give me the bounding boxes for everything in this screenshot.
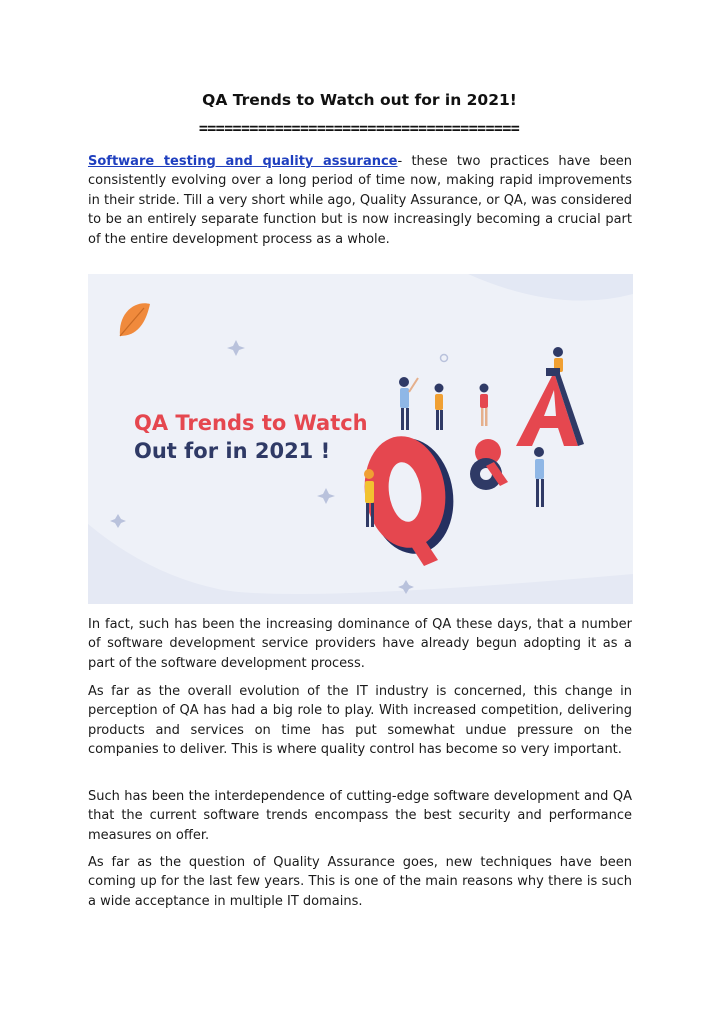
title-separator: ====================================== [198, 119, 520, 137]
qa-trends-banner [88, 274, 633, 604]
document-title: QA Trends to Watch out for in 2021! [202, 91, 517, 109]
intro-text: - these two practices have been consistently evolving over a long period of time now, making rapid improvements in their stride. Till a very short while ago, Quality Assurance, or QA, was considered to be an entirely separate function but is now increasingly becoming a crucial part of the entire development process as a whole. [88, 154, 632, 247]
body-paragraph: Such has been the interdependence of cutting-edge software development and QA that the current software trends encompass the best security and performance measures on offer. [88, 789, 632, 843]
software-testing-link[interactable]: Software testing and quality assurance [88, 154, 398, 169]
banner-heading-line1: QA Trends to Watch [134, 411, 368, 435]
intro-paragraph [88, 152, 632, 249]
banner-heading-line2: Out for in 2021 ! [134, 439, 331, 463]
body-paragraph: In fact, such has been the increasing dominance of QA these days, that a number of software development service providers have already begun adopting it as a part of the software development process. [88, 617, 632, 671]
body-paragraph: As far as the question of Quality Assurance goes, new techniques have been coming up for the last few years. This is one of the main reasons why there is such a wide acceptance in multiple IT domains. [88, 855, 632, 909]
body-paragraph: As far as the overall evolution of the IT industry is concerned, this change in perception of QA has had a big role to play. With increased competition, delivering products and services on time has put somewhat undue pressure on the companies to deliver. This is where quality control has become so very important. [88, 684, 632, 758]
